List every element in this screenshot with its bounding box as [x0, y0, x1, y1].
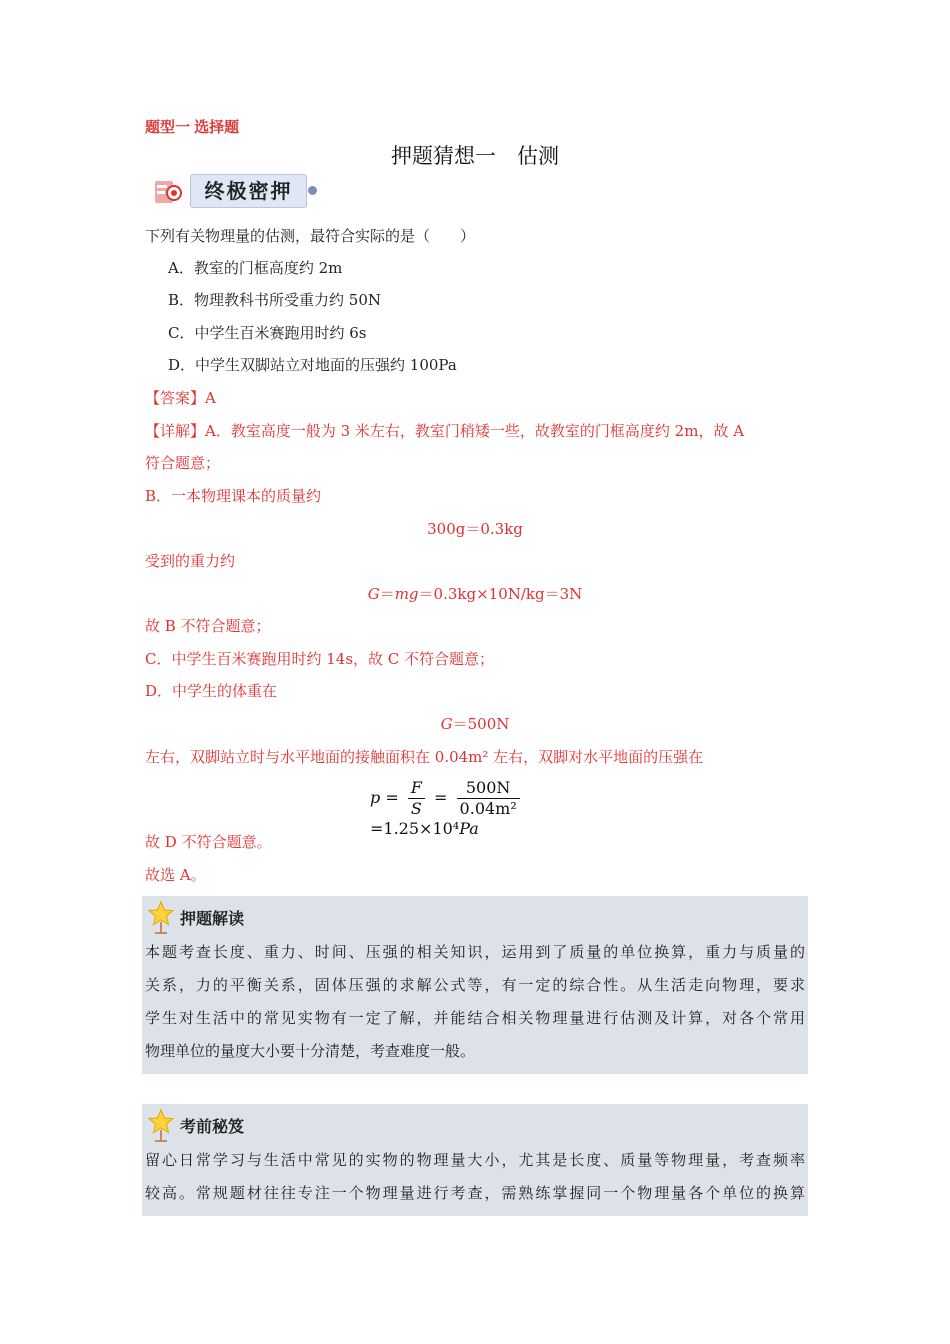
- tips-heading: 考前秘笈: [180, 1117, 245, 1136]
- var-g: G: [367, 585, 380, 603]
- target-icon: [154, 178, 182, 206]
- detail-b-mass: 300g＝0.3kg: [427, 520, 523, 538]
- star-icon: [146, 900, 176, 934]
- formula-result: =1.25×10⁴: [370, 819, 460, 838]
- banner: [148, 172, 318, 210]
- tips-body: [145, 1144, 805, 1210]
- detail-line-2: 符合题意；: [145, 454, 221, 472]
- formula-num: 500N: [457, 778, 520, 799]
- formula-s: S: [410, 799, 422, 818]
- option-a: A．教室的门框高度约 2m: [168, 259, 343, 277]
- banner-label: 终极密押: [190, 174, 307, 208]
- detail-b-intro: B．一本物理课本的质量约: [145, 487, 322, 505]
- formula-unit: Pa: [459, 819, 479, 838]
- interpret-body: [145, 936, 805, 1068]
- fraction-fs: [408, 778, 425, 819]
- var-g: G: [440, 715, 453, 733]
- option-b: B．物理教科书所受重力约 50N: [168, 291, 382, 309]
- formula-p: p: [370, 788, 381, 807]
- detail-b-formula: [0, 583, 950, 605]
- formula-den: 0.04m²: [459, 799, 517, 818]
- var-mg: mg: [394, 585, 419, 603]
- detail-b-conclusion: 故 B 不符合题意；: [145, 617, 271, 635]
- weight-value: ＝500N: [452, 715, 510, 733]
- formula-rest: ＝0.3kg×10N/kg＝3N: [418, 585, 583, 603]
- formula-f: F: [408, 778, 425, 799]
- interpret-line: 学生对生活中的常见实物有一定了解，并能结合相关物理量进行估测及计算，对各个常用: [145, 1009, 805, 1027]
- interpret-header: [142, 896, 808, 936]
- interpret-heading: 押题解读: [180, 909, 245, 928]
- detail-d-weight: [0, 713, 950, 735]
- detail-d-intro: D．中学生的体重在: [145, 682, 278, 700]
- tips-box: [142, 1104, 808, 1216]
- interpret-box: [142, 896, 808, 1074]
- detail-c: C．中学生百米赛跑用时约 14s，故 C 不符合题意；: [145, 650, 495, 668]
- detail-b-weight-intro: 受到的重力约: [145, 552, 236, 570]
- interpret-line: 物理单位的量度大小要十分清楚，考查难度一般。: [145, 1042, 476, 1060]
- page-title: 押题猜想一 估测: [391, 144, 559, 168]
- question-stem: 下列有关物理量的估测，最符合实际的是（ ）: [145, 227, 476, 245]
- interpret-line: 关系，力的平衡关系，固体压强的求解公式等，有一定的综合性。从生活走向物理，要求: [145, 976, 805, 994]
- tips-header: [142, 1104, 808, 1144]
- fraction-values: [457, 778, 520, 819]
- pressure-formula: [370, 778, 590, 838]
- tips-line: 留心日常学习与生活中常见的实物的物理量大小，尤其是长度、质量等物理量，考查频率: [145, 1151, 805, 1169]
- detail-d-conclusion: 故 D 不符合题意。: [145, 833, 272, 851]
- option-d: D．中学生双脚站立对地面的压强约 100Pa: [168, 356, 457, 374]
- final-answer: 故选 A。: [145, 866, 206, 884]
- interpret-line: 本题考查长度、重力、时间、压强的相关知识，运用到了质量的单位换算，重力与质量的: [145, 943, 805, 961]
- option-c: C．中学生百米赛跑用时约 6s: [168, 324, 367, 342]
- banner-dot: [308, 186, 317, 195]
- eq-sign: ＝: [379, 585, 395, 603]
- tips-line: 较高。常规题材往往专注一个物理量进行考查，需熟练掌握同一个物理量各个单位的换算: [145, 1184, 805, 1202]
- detail-line-1: 【详解】A．教室高度一般为 3 米左右，教室门稍矮一些，故教室的门框高度约 2m，故 A: [145, 422, 745, 440]
- answer-line: 【答案】A: [145, 389, 216, 407]
- formula-eq: =: [385, 788, 399, 807]
- section-tag: 题型一 选择题: [145, 119, 240, 136]
- star-icon: [146, 1108, 176, 1142]
- formula-eq-2: =: [434, 788, 448, 807]
- detail-d-area: 左右，双脚站立时与水平地面的接触面积在 0.04m² 左右，双脚对水平地面的压强在: [145, 748, 704, 766]
